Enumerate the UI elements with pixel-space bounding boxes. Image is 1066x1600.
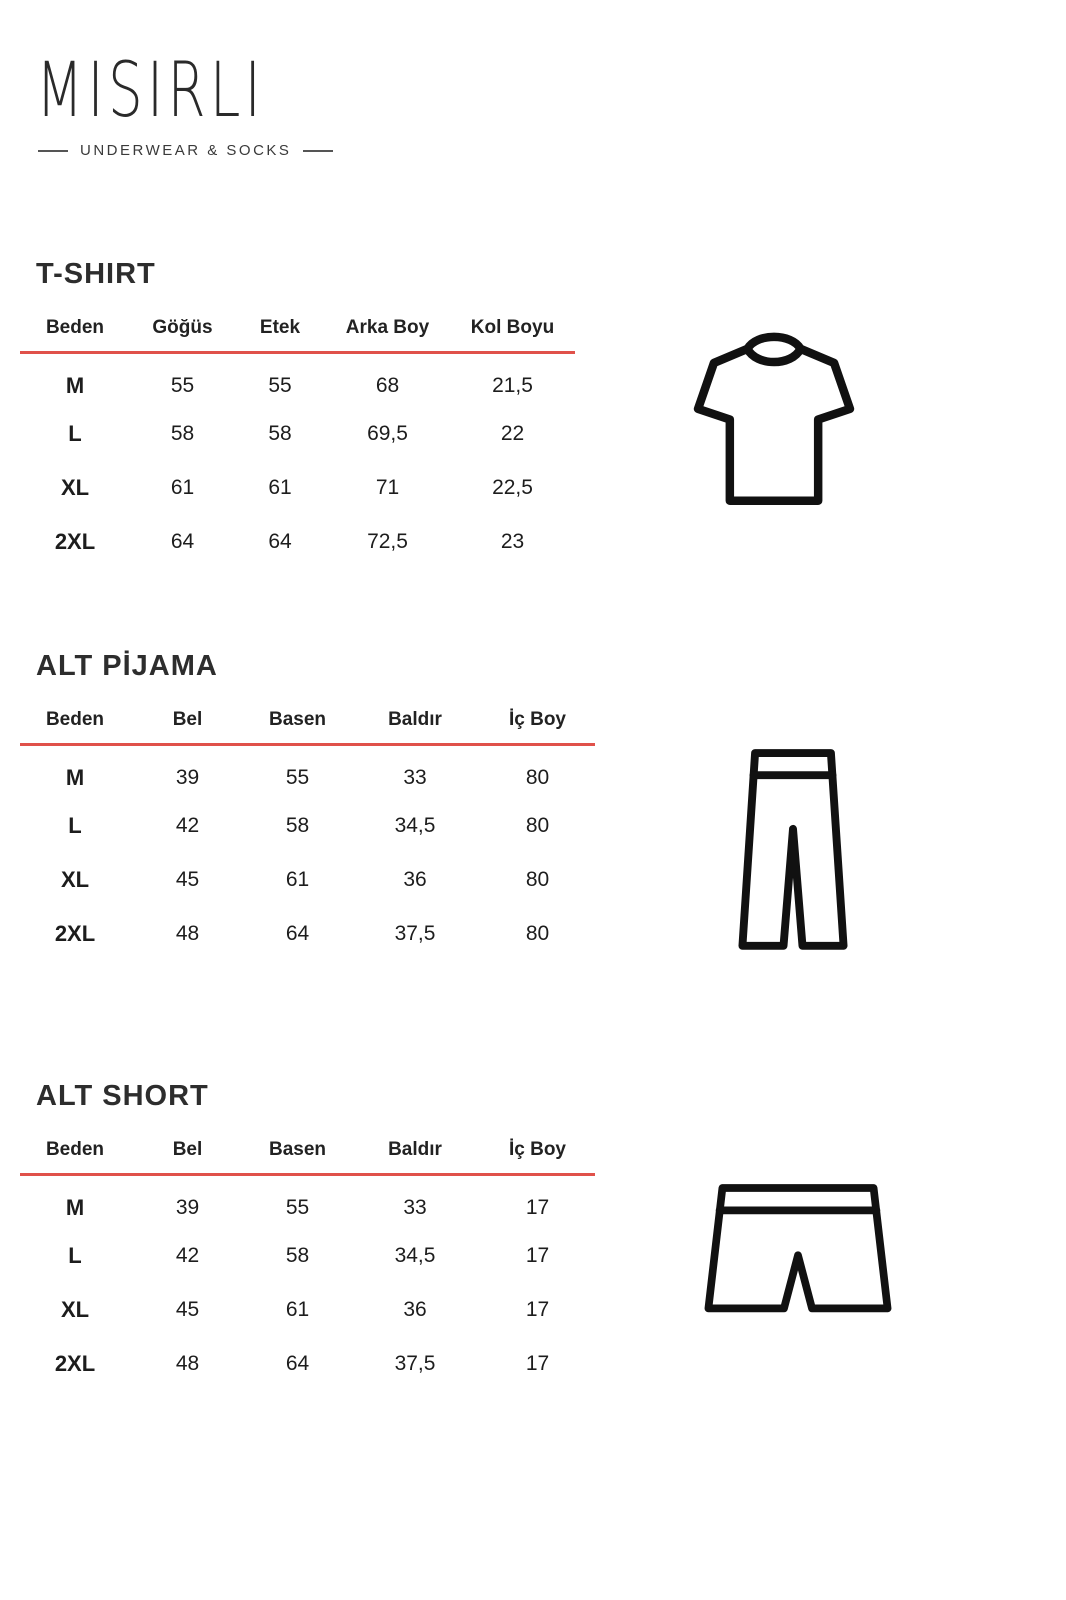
column-header: İç Boy bbox=[480, 1129, 595, 1175]
table-header-row bbox=[20, 699, 595, 745]
value-cell: 39 bbox=[175, 766, 200, 790]
table-header-row bbox=[20, 1129, 595, 1175]
column-header: Basen bbox=[245, 1129, 350, 1175]
table-row bbox=[20, 1229, 595, 1283]
column-header: Beden bbox=[20, 699, 130, 745]
column-header: Baldır bbox=[350, 1129, 480, 1175]
value-cell: 34,5 bbox=[394, 813, 436, 837]
table-row bbox=[20, 799, 595, 853]
value-cell: 36 bbox=[403, 867, 427, 891]
value-cell: 68 bbox=[375, 374, 400, 398]
tshirt-icon bbox=[668, 316, 880, 530]
table-row bbox=[20, 1283, 595, 1337]
value-cell: 58 bbox=[285, 1243, 310, 1267]
table-row bbox=[20, 853, 595, 907]
section-tshirt bbox=[20, 258, 640, 569]
tshirt-size-table bbox=[20, 307, 575, 569]
value-cell: 72,5 bbox=[367, 529, 408, 553]
column-header: Basen bbox=[245, 699, 350, 745]
value-cell: 58 bbox=[170, 421, 195, 445]
value-cell: 55 bbox=[170, 374, 195, 398]
table-row bbox=[20, 907, 595, 961]
value-cell: 80 bbox=[525, 813, 550, 837]
size-cell: 2XL bbox=[54, 920, 96, 946]
value-cell: 17 bbox=[525, 1351, 550, 1375]
section-short bbox=[20, 1080, 640, 1391]
value-cell: 21,5 bbox=[492, 374, 533, 398]
size-cell: M bbox=[65, 765, 85, 791]
table-row bbox=[20, 745, 595, 799]
size-cell: M bbox=[65, 373, 85, 399]
value-cell: 61 bbox=[268, 475, 292, 499]
value-cell: 64 bbox=[285, 1351, 310, 1375]
section-title-tshirt: T-SHIRT bbox=[36, 258, 156, 290]
tagline-rule-right bbox=[303, 150, 333, 152]
short-size-table bbox=[20, 1129, 595, 1391]
size-cell: XL bbox=[60, 866, 90, 892]
value-cell: 17 bbox=[525, 1196, 550, 1220]
value-cell: 80 bbox=[525, 766, 550, 790]
value-cell: 48 bbox=[175, 1351, 200, 1375]
value-cell: 42 bbox=[175, 813, 200, 837]
value-cell: 33 bbox=[403, 766, 427, 790]
column-header: Beden bbox=[20, 307, 130, 353]
size-cell: XL bbox=[60, 474, 90, 500]
brand-tagline: UNDERWEAR & SOCKS bbox=[80, 142, 292, 159]
column-header: Beden bbox=[20, 1129, 130, 1175]
column-header: Göğüs bbox=[130, 307, 235, 353]
value-cell: 17 bbox=[525, 1297, 550, 1321]
column-header: Bel bbox=[130, 699, 245, 745]
column-header: Kol Boyu bbox=[450, 307, 575, 353]
value-cell: 64 bbox=[170, 529, 195, 553]
table-row bbox=[20, 1175, 595, 1229]
value-cell: 61 bbox=[285, 1297, 310, 1321]
value-cell: 55 bbox=[285, 766, 310, 790]
value-cell: 45 bbox=[175, 1297, 200, 1321]
value-cell: 61 bbox=[170, 475, 195, 499]
brand-name: MISIRLI bbox=[36, 45, 266, 134]
pants-icon bbox=[714, 738, 872, 964]
value-cell: 61 bbox=[285, 867, 310, 891]
value-cell: 55 bbox=[268, 374, 292, 398]
table-row bbox=[20, 353, 575, 407]
size-cell: L bbox=[68, 420, 82, 446]
value-cell: 55 bbox=[285, 1196, 310, 1220]
value-cell: 33 bbox=[403, 1196, 427, 1220]
column-header: Etek bbox=[235, 307, 325, 353]
value-cell: 37,5 bbox=[394, 921, 436, 945]
value-cell: 80 bbox=[525, 867, 550, 891]
pijama-size-table bbox=[20, 699, 595, 961]
section-title-pijama: ALT PİJAMA bbox=[36, 650, 218, 682]
value-cell: 22 bbox=[500, 421, 525, 445]
column-header: Arka Boy bbox=[325, 307, 450, 353]
value-cell: 23 bbox=[500, 529, 525, 553]
size-cell: XL bbox=[60, 1296, 90, 1322]
value-cell: 34,5 bbox=[394, 1243, 436, 1267]
size-cell: L bbox=[68, 1242, 82, 1268]
value-cell: 37,5 bbox=[394, 1351, 436, 1375]
section-pijama bbox=[20, 650, 640, 961]
value-cell: 58 bbox=[268, 421, 292, 445]
value-cell: 42 bbox=[175, 1243, 200, 1267]
value-cell: 22,5 bbox=[492, 475, 533, 499]
size-cell: 2XL bbox=[54, 1350, 96, 1376]
value-cell: 58 bbox=[285, 813, 310, 837]
value-cell: 36 bbox=[403, 1297, 427, 1321]
value-cell: 17 bbox=[525, 1243, 550, 1267]
value-cell: 80 bbox=[525, 921, 550, 945]
table-header-row bbox=[20, 307, 575, 353]
value-cell: 48 bbox=[175, 921, 200, 945]
section-title-short: ALT SHORT bbox=[36, 1080, 209, 1112]
value-cell: 71 bbox=[375, 475, 400, 499]
size-cell: M bbox=[65, 1195, 85, 1221]
table-row bbox=[20, 461, 575, 515]
table-row bbox=[20, 515, 575, 569]
size-cell: L bbox=[68, 812, 82, 838]
column-header: Baldır bbox=[350, 699, 480, 745]
brand-logo bbox=[36, 45, 336, 159]
value-cell: 39 bbox=[175, 1196, 200, 1220]
value-cell: 45 bbox=[175, 867, 200, 891]
column-header: İç Boy bbox=[480, 699, 595, 745]
brand-tagline-row bbox=[38, 142, 336, 159]
value-cell: 64 bbox=[268, 529, 292, 553]
table-row bbox=[20, 407, 575, 461]
tagline-rule-left bbox=[38, 150, 68, 152]
value-cell: 69,5 bbox=[367, 421, 408, 445]
size-cell: 2XL bbox=[54, 528, 96, 554]
column-header: Bel bbox=[130, 1129, 245, 1175]
value-cell: 64 bbox=[285, 921, 310, 945]
table-row bbox=[20, 1337, 595, 1391]
shorts-icon bbox=[700, 1170, 896, 1332]
